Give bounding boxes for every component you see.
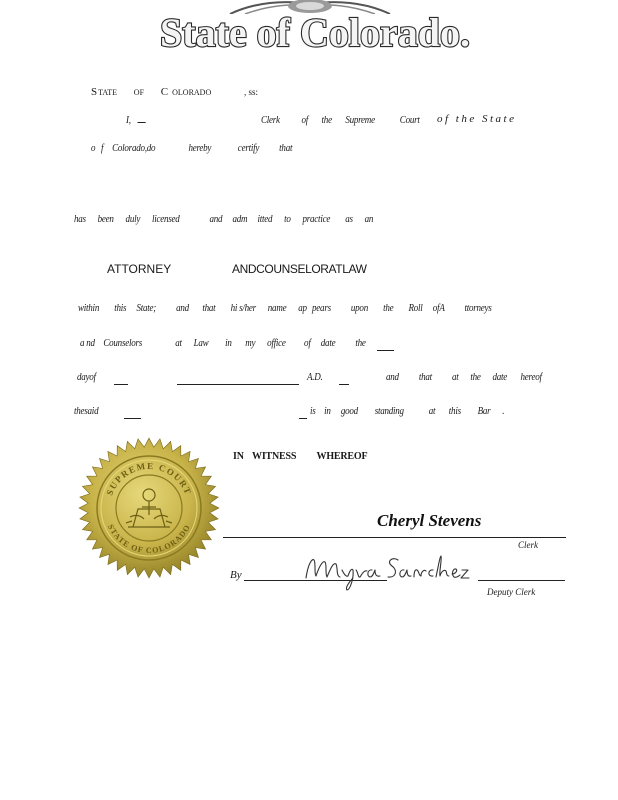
word: State; <box>136 302 157 314</box>
deputy-clerk-label: Deputy Clerk <box>487 587 536 597</box>
word: adm <box>232 213 248 225</box>
word: this <box>114 302 127 314</box>
word: Colorado,do <box>112 142 156 154</box>
blank-said-2[interactable] <box>299 418 307 419</box>
word: /her <box>242 302 256 314</box>
blank-date-1[interactable] <box>377 350 394 351</box>
word: standing <box>374 405 404 417</box>
word: good <box>340 405 358 417</box>
by-label: By <box>230 569 242 581</box>
word: I, <box>126 114 131 126</box>
word: Bar <box>477 405 491 417</box>
word: Supreme <box>345 114 375 126</box>
attorney-label: ATTORNEY <box>107 262 172 276</box>
deputy-handwritten-signature <box>300 550 472 592</box>
word: licensed <box>151 213 180 225</box>
blank-name <box>138 122 146 123</box>
word: ofA <box>432 302 445 314</box>
word: office <box>267 337 286 349</box>
venue-tate: TATE <box>98 88 118 97</box>
word: practice <box>302 213 331 225</box>
deputy-signature-line-2 <box>478 580 565 581</box>
word: the <box>355 337 366 349</box>
cert-line-7b <box>310 405 504 417</box>
word: Clerk <box>261 114 280 126</box>
clerk-signature-line <box>223 537 566 538</box>
word: o f <box>91 142 106 154</box>
word: has <box>74 213 86 225</box>
venue-c: C <box>160 86 169 98</box>
word: as <box>345 213 353 225</box>
word: an <box>364 213 374 225</box>
cert-line-4 <box>78 302 492 314</box>
word: to <box>284 213 291 225</box>
word: name <box>267 302 287 314</box>
word: at <box>428 405 436 417</box>
word: Court <box>399 114 420 126</box>
ad-label: A.D. <box>307 371 323 383</box>
cert-line-3 <box>74 213 373 225</box>
word: at <box>451 371 459 383</box>
word: Counselors <box>103 337 143 349</box>
blank-month[interactable] <box>177 384 299 385</box>
word: itted <box>257 213 273 225</box>
word: pears <box>312 302 331 314</box>
cert-line-1b <box>261 114 420 126</box>
cert-line-1c: of the State <box>437 113 517 125</box>
word: WITNESS <box>252 451 297 462</box>
word: IN <box>233 451 244 462</box>
word: the <box>321 114 332 126</box>
word: within <box>78 302 100 314</box>
word: date <box>320 337 336 349</box>
word: a nd <box>80 337 95 349</box>
witness-line <box>233 451 367 462</box>
word: date <box>492 371 508 383</box>
clerk-label: Clerk <box>518 540 538 550</box>
venue-line <box>91 86 258 98</box>
gold-seal-icon <box>78 437 220 579</box>
word: this <box>448 405 461 417</box>
word: that <box>418 371 432 383</box>
cert-line-6b <box>386 371 542 383</box>
word: Roll <box>408 302 423 314</box>
venue-of: OF <box>133 88 145 97</box>
word: Law <box>193 337 209 349</box>
word: the <box>470 371 481 383</box>
word: hi s <box>230 302 243 314</box>
word: and <box>209 213 223 225</box>
word: of <box>304 337 311 349</box>
seal-bottom-text: STATE OF COLORADO <box>105 522 193 556</box>
title-text: State of Colorado. <box>160 10 470 55</box>
document-title <box>160 6 470 58</box>
word: that <box>279 142 293 154</box>
blank-said-1[interactable] <box>124 418 141 419</box>
dayof-label: dayof <box>77 371 96 383</box>
word: . <box>502 405 505 417</box>
word: and <box>386 371 399 383</box>
thesaid-label: thesaid <box>74 405 99 417</box>
word: hereof <box>520 371 542 383</box>
venue-olorado: OLORADO <box>172 88 212 97</box>
counselor-label: ANDCOUNSELORATLAW <box>232 262 367 276</box>
clerk-name: Cheryl Stevens <box>377 511 482 530</box>
venue-ss: , ss: <box>243 87 258 97</box>
word: that <box>202 302 216 314</box>
blank-year[interactable] <box>339 384 349 385</box>
word: in <box>225 337 232 349</box>
word: my <box>245 337 256 349</box>
word: is <box>310 405 316 417</box>
word: of <box>301 114 309 126</box>
word: WHEREOF <box>316 451 368 462</box>
word: ap <box>298 302 307 314</box>
word: certify <box>237 142 260 154</box>
word: duly <box>125 213 141 225</box>
word: at <box>175 337 182 349</box>
seal-top-text: SUPREME COURT <box>104 460 194 497</box>
cert-line-1 <box>126 114 146 126</box>
word: the <box>383 302 394 314</box>
cert-line-2 <box>91 142 292 154</box>
word: in <box>324 405 331 417</box>
word: been <box>97 213 114 225</box>
word: ttorneys <box>464 302 492 314</box>
venue-s: S <box>91 86 98 98</box>
blank-day[interactable] <box>114 384 128 385</box>
word: upon <box>350 302 368 314</box>
word: and <box>176 302 189 314</box>
cert-line-5 <box>80 337 366 349</box>
word: hereby <box>188 142 212 154</box>
